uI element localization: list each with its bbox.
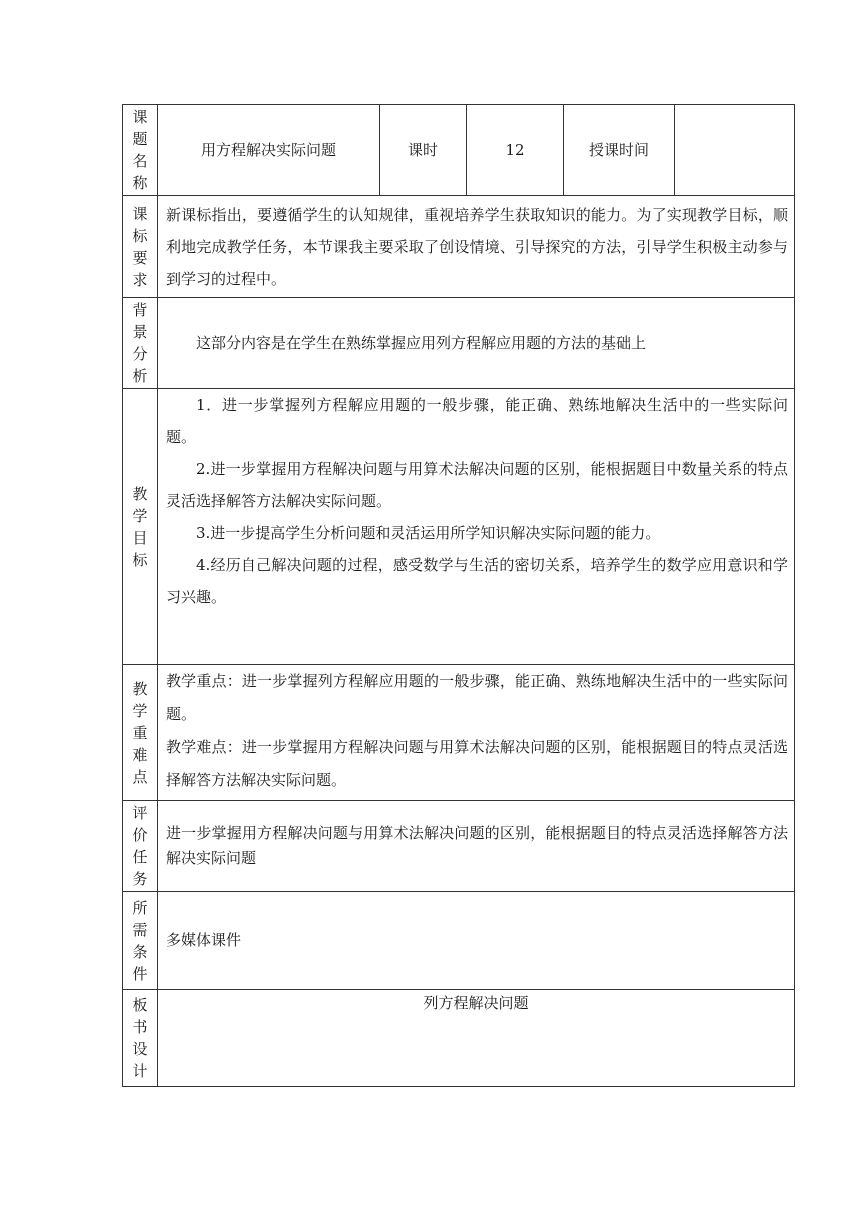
key-points-label-cell — [123, 665, 158, 801]
objectives-label-cell — [123, 389, 158, 665]
evaluation-text-cell — [158, 801, 795, 892]
title-value: 用方程解决实际问题 — [158, 105, 380, 196]
objective-item: 3.进一步提高学生分析问题和灵活运用所学知识解决实际问题的能力。 — [196, 524, 661, 542]
period-value: 12 — [467, 105, 564, 196]
background-label: 背景分析 — [132, 301, 148, 385]
board-row — [123, 990, 795, 1087]
key-difficulty-text: 教学难点：进一步掌握用方程解决问题与用算术法解决问题的区别，能根据题目的特点灵活选择解答方法解决实际问题。 — [166, 738, 788, 789]
objectives-label: 教学目标 — [132, 484, 148, 569]
conditions-label: 所需条件 — [132, 898, 148, 983]
objectives-text-cell — [158, 389, 795, 665]
conditions-text-cell — [158, 892, 795, 990]
standard-row — [123, 196, 795, 298]
objective-item: 1．进一步掌握列方程解应用题的一般步骤，能正确、熟练地解决生活中的一些实际问题。 — [166, 396, 788, 446]
standard-text-cell — [158, 196, 795, 298]
evaluation-text: 进一步掌握用方程解决问题与用算术法解决问题的区别，能根据题目的特点灵活选择解答方法解决实际问题 — [166, 824, 788, 867]
key-points-text-cell — [158, 665, 795, 801]
background-label-cell — [123, 298, 158, 389]
standard-label-cell — [123, 196, 158, 298]
evaluation-label-cell — [123, 801, 158, 892]
conditions-text: 多媒体课件 — [166, 931, 242, 949]
standard-text: 新课标指出，要遵循学生的认知规律，重视培养学生获取知识的能力。为了实现教学目标，顺利地完成教学任务，本节课我主要采取了创设情境、引导探究的方法，引导学生积极主动参与到学习的过程中。 — [166, 206, 788, 288]
key-points-label: 教学重难点 — [132, 679, 148, 786]
board-text: 列方程解决问题 — [423, 994, 529, 1012]
lesson-plan-table — [122, 104, 795, 1087]
title-label-cell — [123, 105, 158, 196]
title-label: 课题名称 — [132, 108, 148, 192]
evaluation-row — [123, 801, 795, 892]
evaluation-label: 评价任务 — [132, 804, 148, 888]
objectives-row — [123, 389, 795, 665]
board-text-cell — [158, 990, 795, 1087]
time-value — [675, 105, 795, 196]
header-row — [123, 105, 795, 196]
key-points-row — [123, 665, 795, 801]
conditions-row — [123, 892, 795, 990]
board-label-cell — [123, 990, 158, 1087]
background-text-cell — [158, 298, 795, 389]
board-label: 板书设计 — [132, 996, 148, 1080]
background-text: 这部分内容是在学生在熟练掌握应用列方程解应用题的方法的基础上 — [196, 333, 647, 352]
time-label: 授课时间 — [564, 105, 675, 196]
background-row — [123, 298, 795, 389]
objective-item: 2.进一步掌握用方程解决问题与用算术法解决问题的区别，能根据题目中数量关系的特点灵活选择解答方法解决实际问题。 — [166, 460, 788, 510]
standard-label: 课标要求 — [132, 204, 148, 289]
conditions-label-cell — [123, 892, 158, 990]
objective-item: 4.经历自己解决问题的过程，感受数学与生活的密切关系，培养学生的数学应用意识和学习兴趣。 — [166, 556, 788, 606]
key-focus-text: 教学重点：进一步掌握列方程解应用题的一般步骤，能正确、熟练地解决生活中的一些实际问题。 — [166, 672, 788, 723]
period-label: 课时 — [380, 105, 467, 196]
